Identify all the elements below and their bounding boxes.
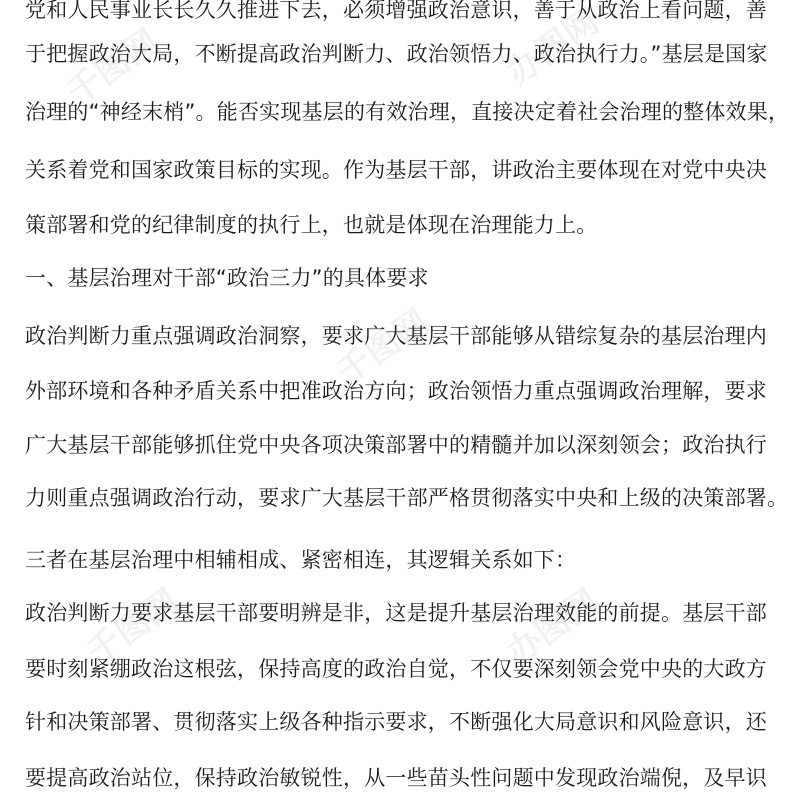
paragraph-line: 广大基层干部能够抓住党中央各项决策部署中的精髓并加以深刻领会；政治执行 (25, 433, 767, 457)
section-heading: 一、基层治理对干部“政治三力”的具体要求 (25, 266, 429, 290)
paragraph-line: 治理的“神经末梢”。能否实现基层的有效治理，直接决定着社会治理的整体效果， (25, 100, 790, 124)
paragraph-line: 针和决策部署、贯彻落实上级各种指示要求，不断强化大局意识和风险意识，还 (25, 710, 767, 734)
paragraph-line: 策部署和党的纪律制度的执行上，也就是体现在治理能力上。 (25, 213, 598, 237)
watermark: 千图网 (329, 301, 437, 394)
paragraph-line: 力则重点强调政治行动，要求广大基层干部严格贯彻落实中央和上级的决策部署。 (25, 486, 789, 510)
paragraph-line: 政治判断力重点强调政治洞察，要求广大基层干部能够从错综复杂的基层治理内 (25, 324, 767, 348)
paragraph-line: 外部环境和各种矛盾关系中把准政治方向；政治领悟力重点强调政治理解，要求 (25, 379, 767, 403)
paragraph-line: 要提高政治站位，保持政治敏锐性，从一些苗头性问题中发现政治端倪，及早识 (25, 766, 767, 790)
paragraph-line: 关系着党和国家政策目标的实现。作为基层干部，讲政治主要体现在对党中央决 (25, 158, 767, 182)
watermark: 办图网 (499, 581, 607, 674)
paragraph-line: 党和人民事业长长久久推进下去，必须增强政治意识，善于从政治上看问题，善 (25, 0, 767, 22)
paragraph-line: 要时刻紧绷政治这根弦，保持高度的政治自觉，不仅要深刻领会党中央的大政方 (25, 657, 767, 681)
watermark: 千图网 (59, 21, 167, 114)
watermark: 千图网 (79, 581, 187, 674)
paragraph-line: 政治判断力要求基层干部要明辨是非，这是提升基层治理效能的前提。基层干部 (25, 601, 767, 625)
paragraph-line: 于把握政治大局，不断提高政治判断力、政治领悟力、政治执行力。”基层是国家 (25, 42, 768, 66)
paragraph-line: 三者在基层治理中相辅相成、紧密相连，其逻辑关系如下： (25, 548, 577, 572)
watermark: 办图网 (499, 1, 607, 94)
